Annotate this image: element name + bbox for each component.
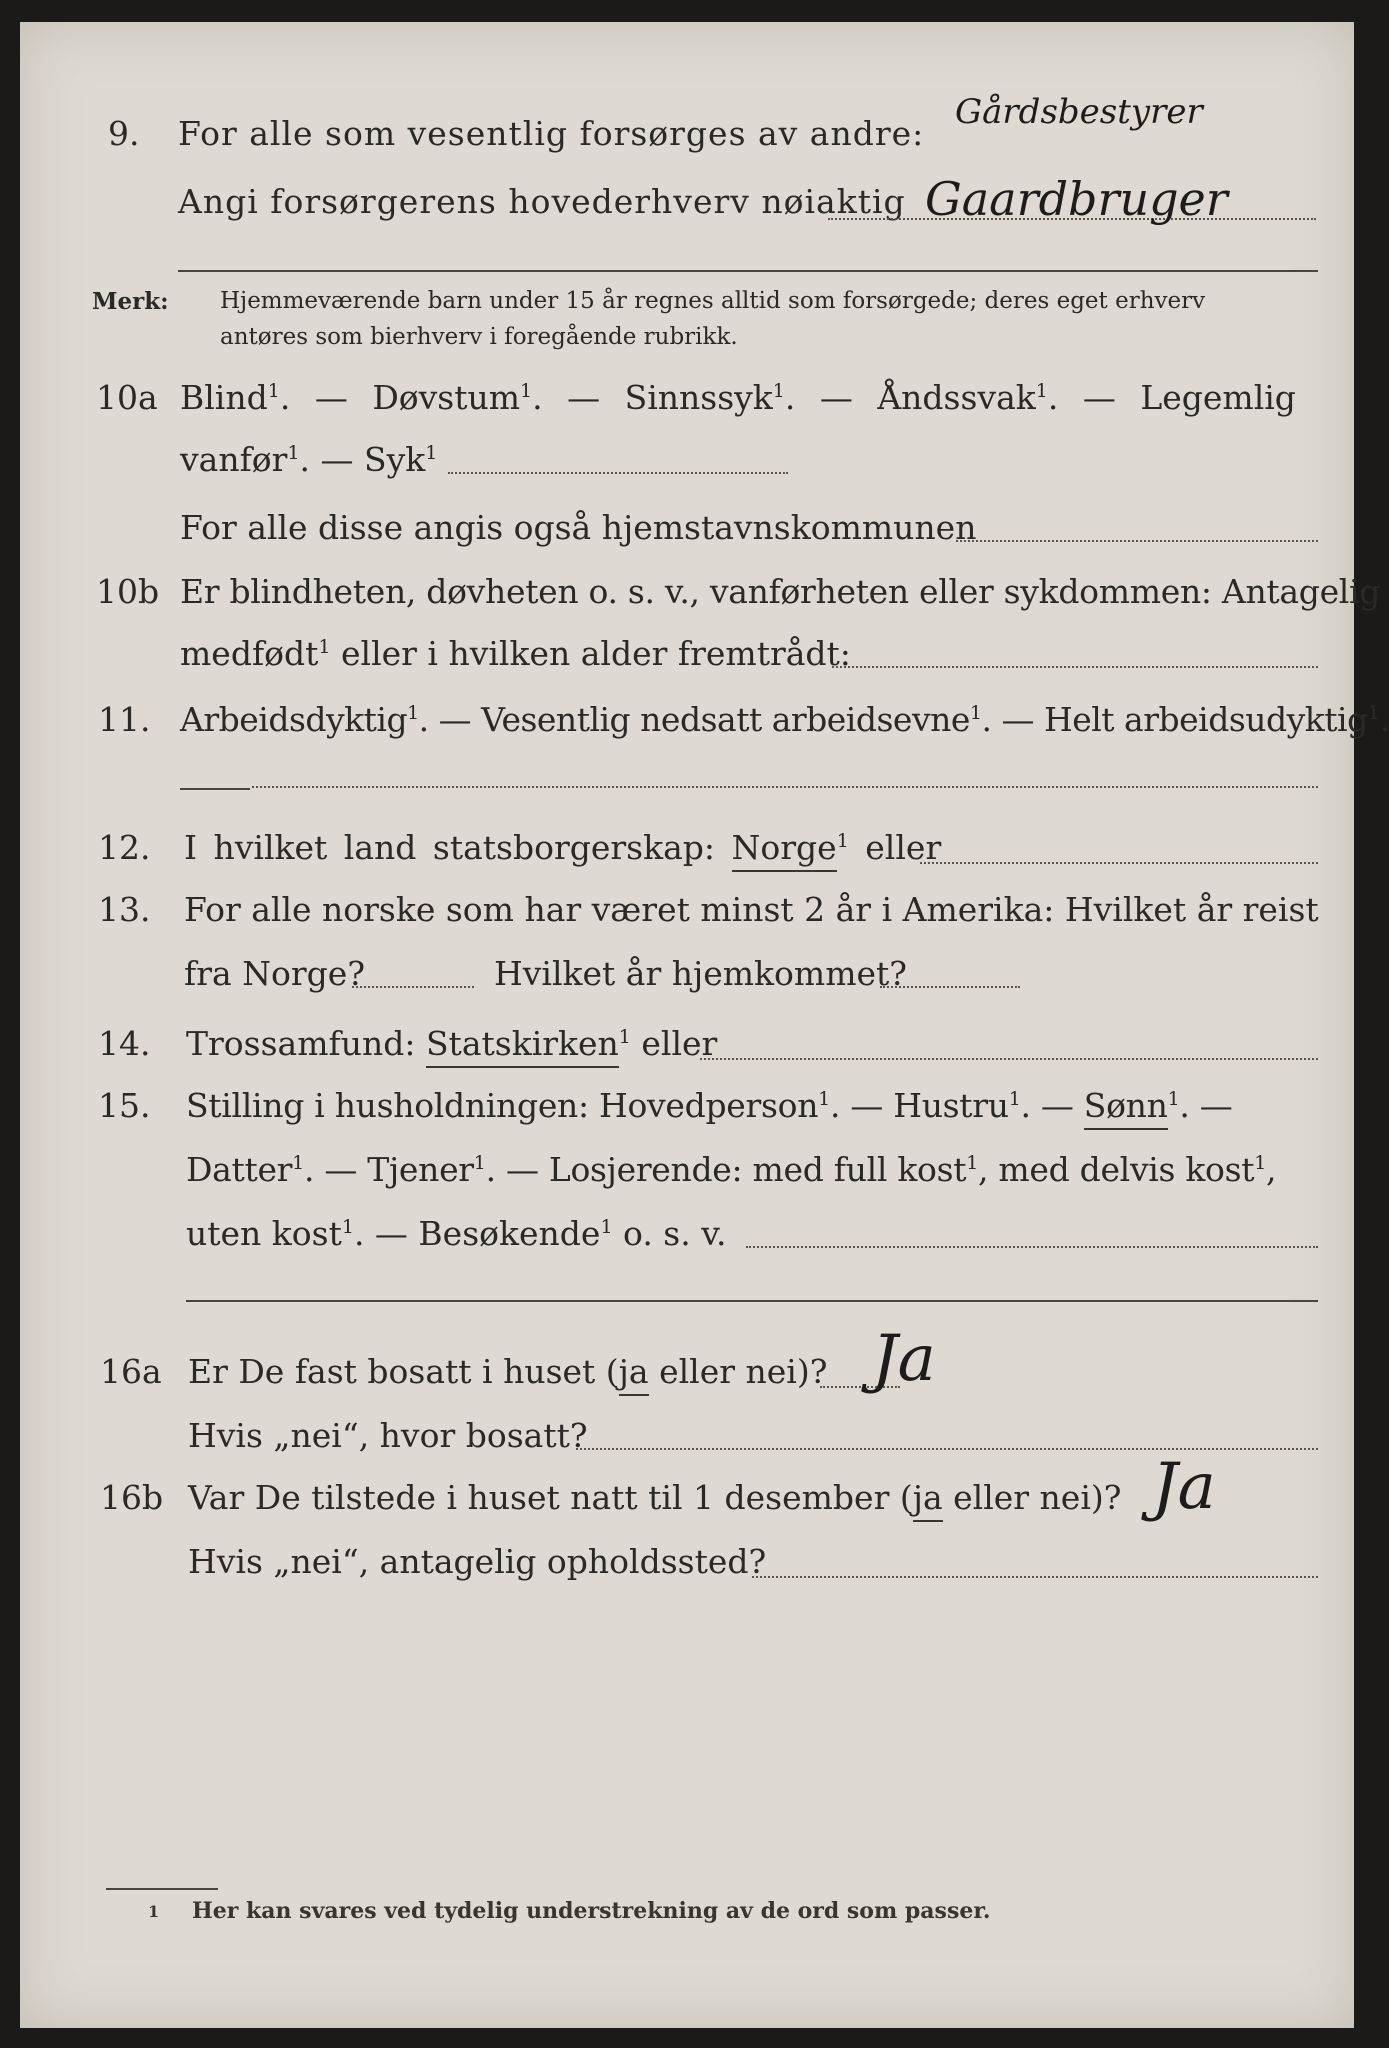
q10a-syk-line [448,472,788,474]
q9-handwriting-2: Gaardbruger [925,172,1228,226]
footnote-mark: 1 [148,1902,160,1921]
q16b-number: 16b [100,1478,164,1517]
q13-line1: For alle norske som har været minst 2 år i Amerika: Hvilket år reist [184,890,1319,929]
q10a-line2: vanfør$^1$. — Syk$^1$ [180,440,438,479]
q14-statskirken-underlined: Statskirken [426,1024,619,1068]
q9-line1: For alle som vesentlig forsørges av andre: [178,114,925,153]
q11-rule-short [180,788,250,790]
q16a-ja-underlined: ja [619,1352,649,1396]
q10a-line3: For alle disse angis også hjemstavnskommunen [180,508,977,547]
q16b-line2: Hvis „nei“, antagelig opholdssted? [188,1542,767,1581]
q9-handwriting-1: Gårdsbestyrer [955,92,1203,132]
merk-line2: antøres som bierhverv i foregående rubrikk. [220,324,738,350]
footnote-rule [106,1888,218,1890]
q13-number: 13. [98,890,151,929]
q14-line: Trossamfund: Statskirken$^1$ eller [186,1024,717,1063]
q9-number: 9. [108,114,140,153]
q10b-number: 10b [96,572,160,611]
q10a-line1: Blind$^1$. — Døvstum$^1$. — Sinnssyk$^1$. — Åndssvak$^1$. — Legemlig [180,378,1296,417]
q16b-handwriting: Ja [1152,1450,1216,1524]
q15-sonn-underlined: Sønn [1084,1086,1168,1130]
q15-line1: Stilling i husholdningen: Hovedperson$^1$. — Hustru$^1$. — Sønn$^1$. — [186,1086,1232,1125]
q15-number: 15. [98,1086,151,1125]
q9-line2: Angi forsørgerens hovederhverv nøiaktig [178,182,906,221]
q10a-kommune-line [956,540,1318,542]
q12-norge-underlined: Norge [732,828,837,872]
q16b-opholdssted-line [752,1576,1318,1578]
q13-reist-line [352,986,474,988]
q12-line: I hvilket land statsborgerskap: Norge$^1$ eller [184,828,941,867]
q12-answer-line [920,862,1318,864]
q11-line: Arbeidsdyktig$^1$. — Vesentlig nedsatt arbeidsevne$^1$. — Helt arbeidsudyktig$^1$. [180,700,1389,739]
q15-line3: uten kost$^1$. — Besøkende$^1$ o. s. v. [186,1214,727,1253]
q13-line2a: fra Norge? [184,954,366,993]
q16a-line2: Hvis „nei“, hvor bosatt? [188,1416,588,1455]
q11-answer-line [252,786,1318,788]
merk-label: Merk: [92,288,169,315]
q14-number: 14. [98,1024,151,1063]
q10b-answer-line [832,666,1318,668]
q9-rule [178,270,1318,272]
q16b-ja-underlined: ja [913,1478,943,1522]
q16a-handwriting: Ja [872,1322,936,1396]
footnote-text: Her kan svares ved tydelig understrekning av de ord som passer. [192,1898,991,1924]
q16b-line1: Var De tilstede i huset natt til 1 desember (ja eller nei)? [188,1478,1121,1517]
q11-number: 11. [98,700,151,739]
q10b-line1: Er blindheten, døvheten o. s. v., vanførheten eller sykdommen: Antagelig [180,572,1381,611]
q15-answer-line [746,1246,1318,1248]
q15-rule [186,1300,1318,1302]
census-form-page [20,22,1389,2028]
q13-hjemkommet-line [880,986,1020,988]
q10b-line2: medfødt$^1$ eller i hvilken alder fremtrådt: [180,634,851,673]
q16a-line1: Er De fast bosatt i huset (ja eller nei)? [188,1352,827,1391]
q15-line2: Datter$^1$. — Tjener$^1$. — Losjerende: med full kost$^1$, med delvis kost$^1$, [186,1150,1277,1189]
q14-answer-line [700,1058,1318,1060]
q13-line2b: Hvilket år hjemkommet? [494,954,907,993]
q16a-number: 16a [100,1352,162,1391]
q10a-number: 10a [96,378,158,417]
q12-number: 12. [98,828,151,867]
merk-line1: Hjemmeværende barn under 15 år regnes alltid som forsørgede; deres eget erhverv [220,288,1206,314]
